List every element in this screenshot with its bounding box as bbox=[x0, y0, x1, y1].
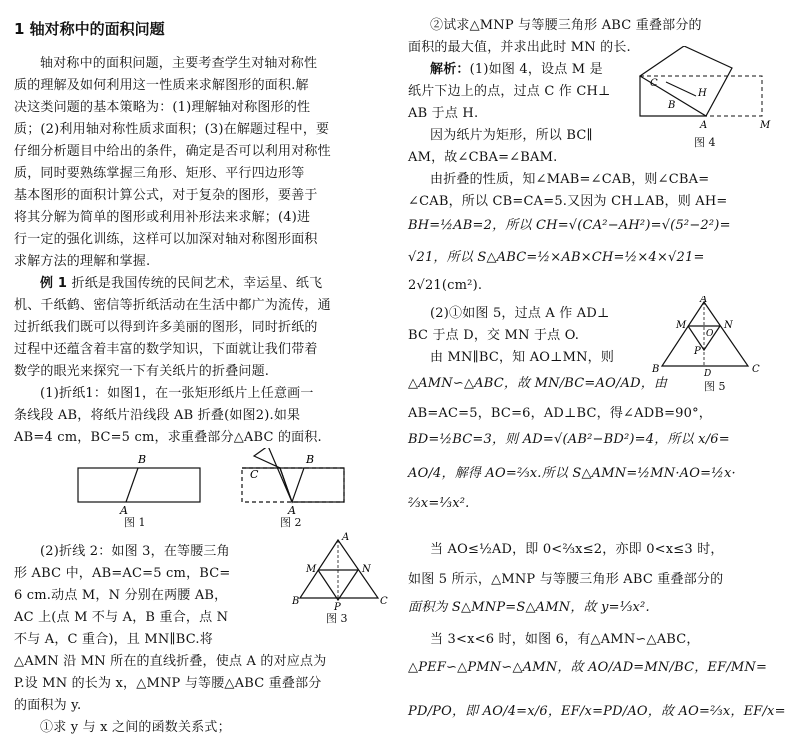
text-line: BH=½AB=2，所以 CH=√(CA²−AH²)=√(5²−2²)= bbox=[408, 218, 731, 233]
fig5-label-o: O bbox=[706, 329, 714, 339]
text-line: 不与 A，C 重合)，且 MN∥BC.将 bbox=[14, 632, 213, 647]
fig5-label-p: P bbox=[694, 346, 701, 357]
text-line: P.设 MN 的长为 x，△MNP 与等腰△ABC 重叠部分 bbox=[14, 676, 322, 691]
text-line: PD/PO，即 AO/4=x/6，EF/x=PD/AO，故 AO=⅔x，EF/x= bbox=[408, 704, 786, 719]
figure-4-caption: 图 4 bbox=[694, 136, 716, 149]
text-line: 过折纸我们既可以得到许多美丽的图形，同时折纸的 bbox=[14, 320, 318, 335]
fig3-label-a: A bbox=[342, 532, 350, 543]
text-line: AB 于点 H. bbox=[408, 106, 479, 121]
figure-5 bbox=[648, 296, 768, 380]
fig3-label-n: N bbox=[362, 564, 371, 575]
fig4-label-c: C bbox=[650, 78, 658, 89]
fig3-label-p: P bbox=[334, 602, 341, 612]
text-line: BC 于点 D，交 MN 于点 O. bbox=[408, 328, 580, 343]
text-line: ①求 y 与 x 之间的函数关系式； bbox=[40, 720, 231, 735]
fig1-label-a: A bbox=[120, 504, 128, 517]
text-line: 决这类问题的基本策略为：(1)理解轴对称图形的性 bbox=[14, 100, 311, 115]
text-line: AC 上(点 M 不与 A，B 重合，点 N bbox=[14, 610, 229, 625]
text-line: 基本图形的面积计算公式，对于复杂的图形，要善于 bbox=[14, 188, 318, 203]
text-line: 2√21(cm²). bbox=[408, 278, 483, 293]
fig4-label-a: A bbox=[700, 120, 708, 131]
text-line: 质的理解及如何利用这一性质来求解图形的面积.解 bbox=[14, 78, 309, 93]
figure-1-caption: 图 1 bbox=[124, 516, 146, 529]
text-line: 质；(2)利用轴对称性质求面积；(3)在解题过程中，要 bbox=[14, 122, 330, 137]
solution-paragraph bbox=[430, 58, 603, 77]
section-title: 1 轴对称中的面积问题 bbox=[14, 20, 165, 38]
solution-label: 解析： bbox=[430, 62, 470, 77]
text-line: AO/4，解得 AO=⅔x.所以 S△AMN=½MN·AO=½x· bbox=[408, 466, 736, 481]
text-line: 面积的最大值，并求出此时 MN 的长. bbox=[408, 40, 631, 55]
figure-5-caption: 图 5 bbox=[704, 380, 726, 393]
text-line: 仔细分析题目中给出的条件，确定是否可以利用对称性 bbox=[14, 144, 331, 159]
text-line: AB=4 cm，BC=5 cm，求重叠部分△ABC 的面积. bbox=[14, 430, 322, 445]
text-line: 机、千纸鹤、密信等折纸活动在生活中都广为流传，通 bbox=[14, 298, 331, 313]
text-line: 折纸是我国传统的民间艺术，幸运星、纸飞 bbox=[71, 276, 323, 291]
text-line: 当 3<x<6 时，如图 6，有△AMN∽△ABC， bbox=[430, 632, 700, 647]
fig5-label-c: C bbox=[752, 364, 760, 375]
fig3-label-m: M bbox=[306, 564, 317, 575]
text-line: △AMN∽△ABC，故 MN/BC=AO/AD，由 bbox=[408, 376, 668, 391]
fig5-label-m: M bbox=[676, 320, 687, 331]
text-line: 因为纸片为矩形，所以 BC∥ bbox=[430, 128, 593, 143]
text-line: AB=AC=5，BC=6，AD⊥BC，得∠ADB=90°， bbox=[408, 406, 713, 421]
text-line: ⅔x=⅓x². bbox=[408, 496, 470, 511]
figure-3 bbox=[290, 530, 390, 616]
text-line: △AMN 沿 MN 所在的直线折叠，使点 A 的对应点为 bbox=[14, 654, 327, 669]
fig4-label-b: B bbox=[668, 100, 676, 111]
text-line: 求解方法的理解和掌握. bbox=[14, 254, 151, 269]
fig2-label-b: B bbox=[306, 453, 315, 466]
text-line: 当 AO≤½AD，即 0<⅔x≤2，亦即 0<x≤3 时， bbox=[430, 542, 724, 557]
text-line: 如图 5 所示，△MNP 与等腰三角形 ABC 重叠部分的 bbox=[408, 572, 724, 587]
example-paragraph bbox=[40, 272, 322, 291]
text-line: 纸片下边上的点，过点 C 作 CH⊥ bbox=[408, 84, 611, 99]
example-label: 例 1 bbox=[40, 276, 68, 291]
text-line: ②试求△MNP 与等腰三角形 ABC 重叠部分的 bbox=[430, 18, 702, 33]
text-line: (1)如图 4，设点 M 是 bbox=[469, 62, 603, 77]
text-line: 轴对称中的面积问题，主要考查学生对轴对称性 bbox=[40, 56, 318, 71]
text-line: 由 MN∥BC，知 AO⊥MN，则 bbox=[430, 350, 615, 365]
fig5-label-d: D bbox=[704, 369, 712, 376]
text-line: △PEF∽△PMN∽△AMN，故 AO/AD=MN/BC，EF/MN= bbox=[408, 660, 768, 675]
text-line: 将其分解为简单的图形或利用补形法来求解；(4)进 bbox=[14, 210, 311, 225]
figure-4 bbox=[636, 46, 776, 140]
text-line: √21，所以 S△ABC=½×AB×CH=½×4×√21= bbox=[408, 250, 705, 265]
fig2-label-c: C bbox=[250, 468, 259, 481]
text-line: (1)折纸1：如图1，在一张矩形纸片上任意画一 bbox=[40, 386, 314, 401]
text-line: 的面积为 y. bbox=[14, 698, 82, 713]
figure-2-caption: 图 2 bbox=[280, 516, 302, 529]
text-line: ∠CAB，所以 CB=CA=5.又因为 CH⊥AB，则 AH= bbox=[408, 194, 728, 209]
fig4-label-m: M bbox=[760, 120, 771, 131]
fig3-label-c: C bbox=[380, 596, 388, 607]
text-line: 6 cm.动点 M，N 分别在两腰 AB， bbox=[14, 588, 228, 603]
text-line: (2)①如图 5，过点 A 作 AD⊥ bbox=[430, 306, 610, 321]
text-line: BD=½BC=3，则 AD=√(AB²−BD²)=4，所以 x/6= bbox=[408, 432, 730, 447]
text-line: 行一定的强化训练，这样可以加深对轴对称图形面积 bbox=[14, 232, 318, 247]
text-line: 数学的眼光来探究一下有关纸片的折叠问题. bbox=[14, 364, 270, 379]
fig1-label-b: B bbox=[138, 453, 147, 466]
text-line: 面积为 S△MNP=S△AMN，故 y=⅓x². bbox=[408, 600, 650, 615]
text-line: 条线段 AB，将纸片沿线段 AB 折叠(如图2).如果 bbox=[14, 408, 301, 423]
text-line: (2)折线 2：如图 3，在等腰三角 bbox=[40, 544, 230, 559]
text-line: 由折叠的性质，知∠MAB=∠CAB，则∠CBA= bbox=[430, 172, 710, 187]
text-line: 质，同时要熟练掌握三角形、矩形、平行四边形等 bbox=[14, 166, 305, 181]
fig4-label-h: H bbox=[698, 88, 707, 99]
fig2-label-a: A bbox=[288, 504, 296, 517]
text-line: 过程中还蕴含着丰富的数学知识，下面就让我们带着 bbox=[14, 342, 318, 357]
figure-3-caption: 图 3 bbox=[326, 612, 348, 625]
fig5-label-n: N bbox=[724, 320, 733, 331]
text-line: 形 ABC 中，AB=AC=5 cm，BC= bbox=[14, 566, 231, 581]
fig3-label-b: B bbox=[292, 596, 300, 607]
fig5-label-b: B bbox=[652, 364, 660, 375]
fig5-label-a: A bbox=[700, 296, 708, 305]
text-line: AM，故∠CBA=∠BAM. bbox=[408, 150, 558, 165]
